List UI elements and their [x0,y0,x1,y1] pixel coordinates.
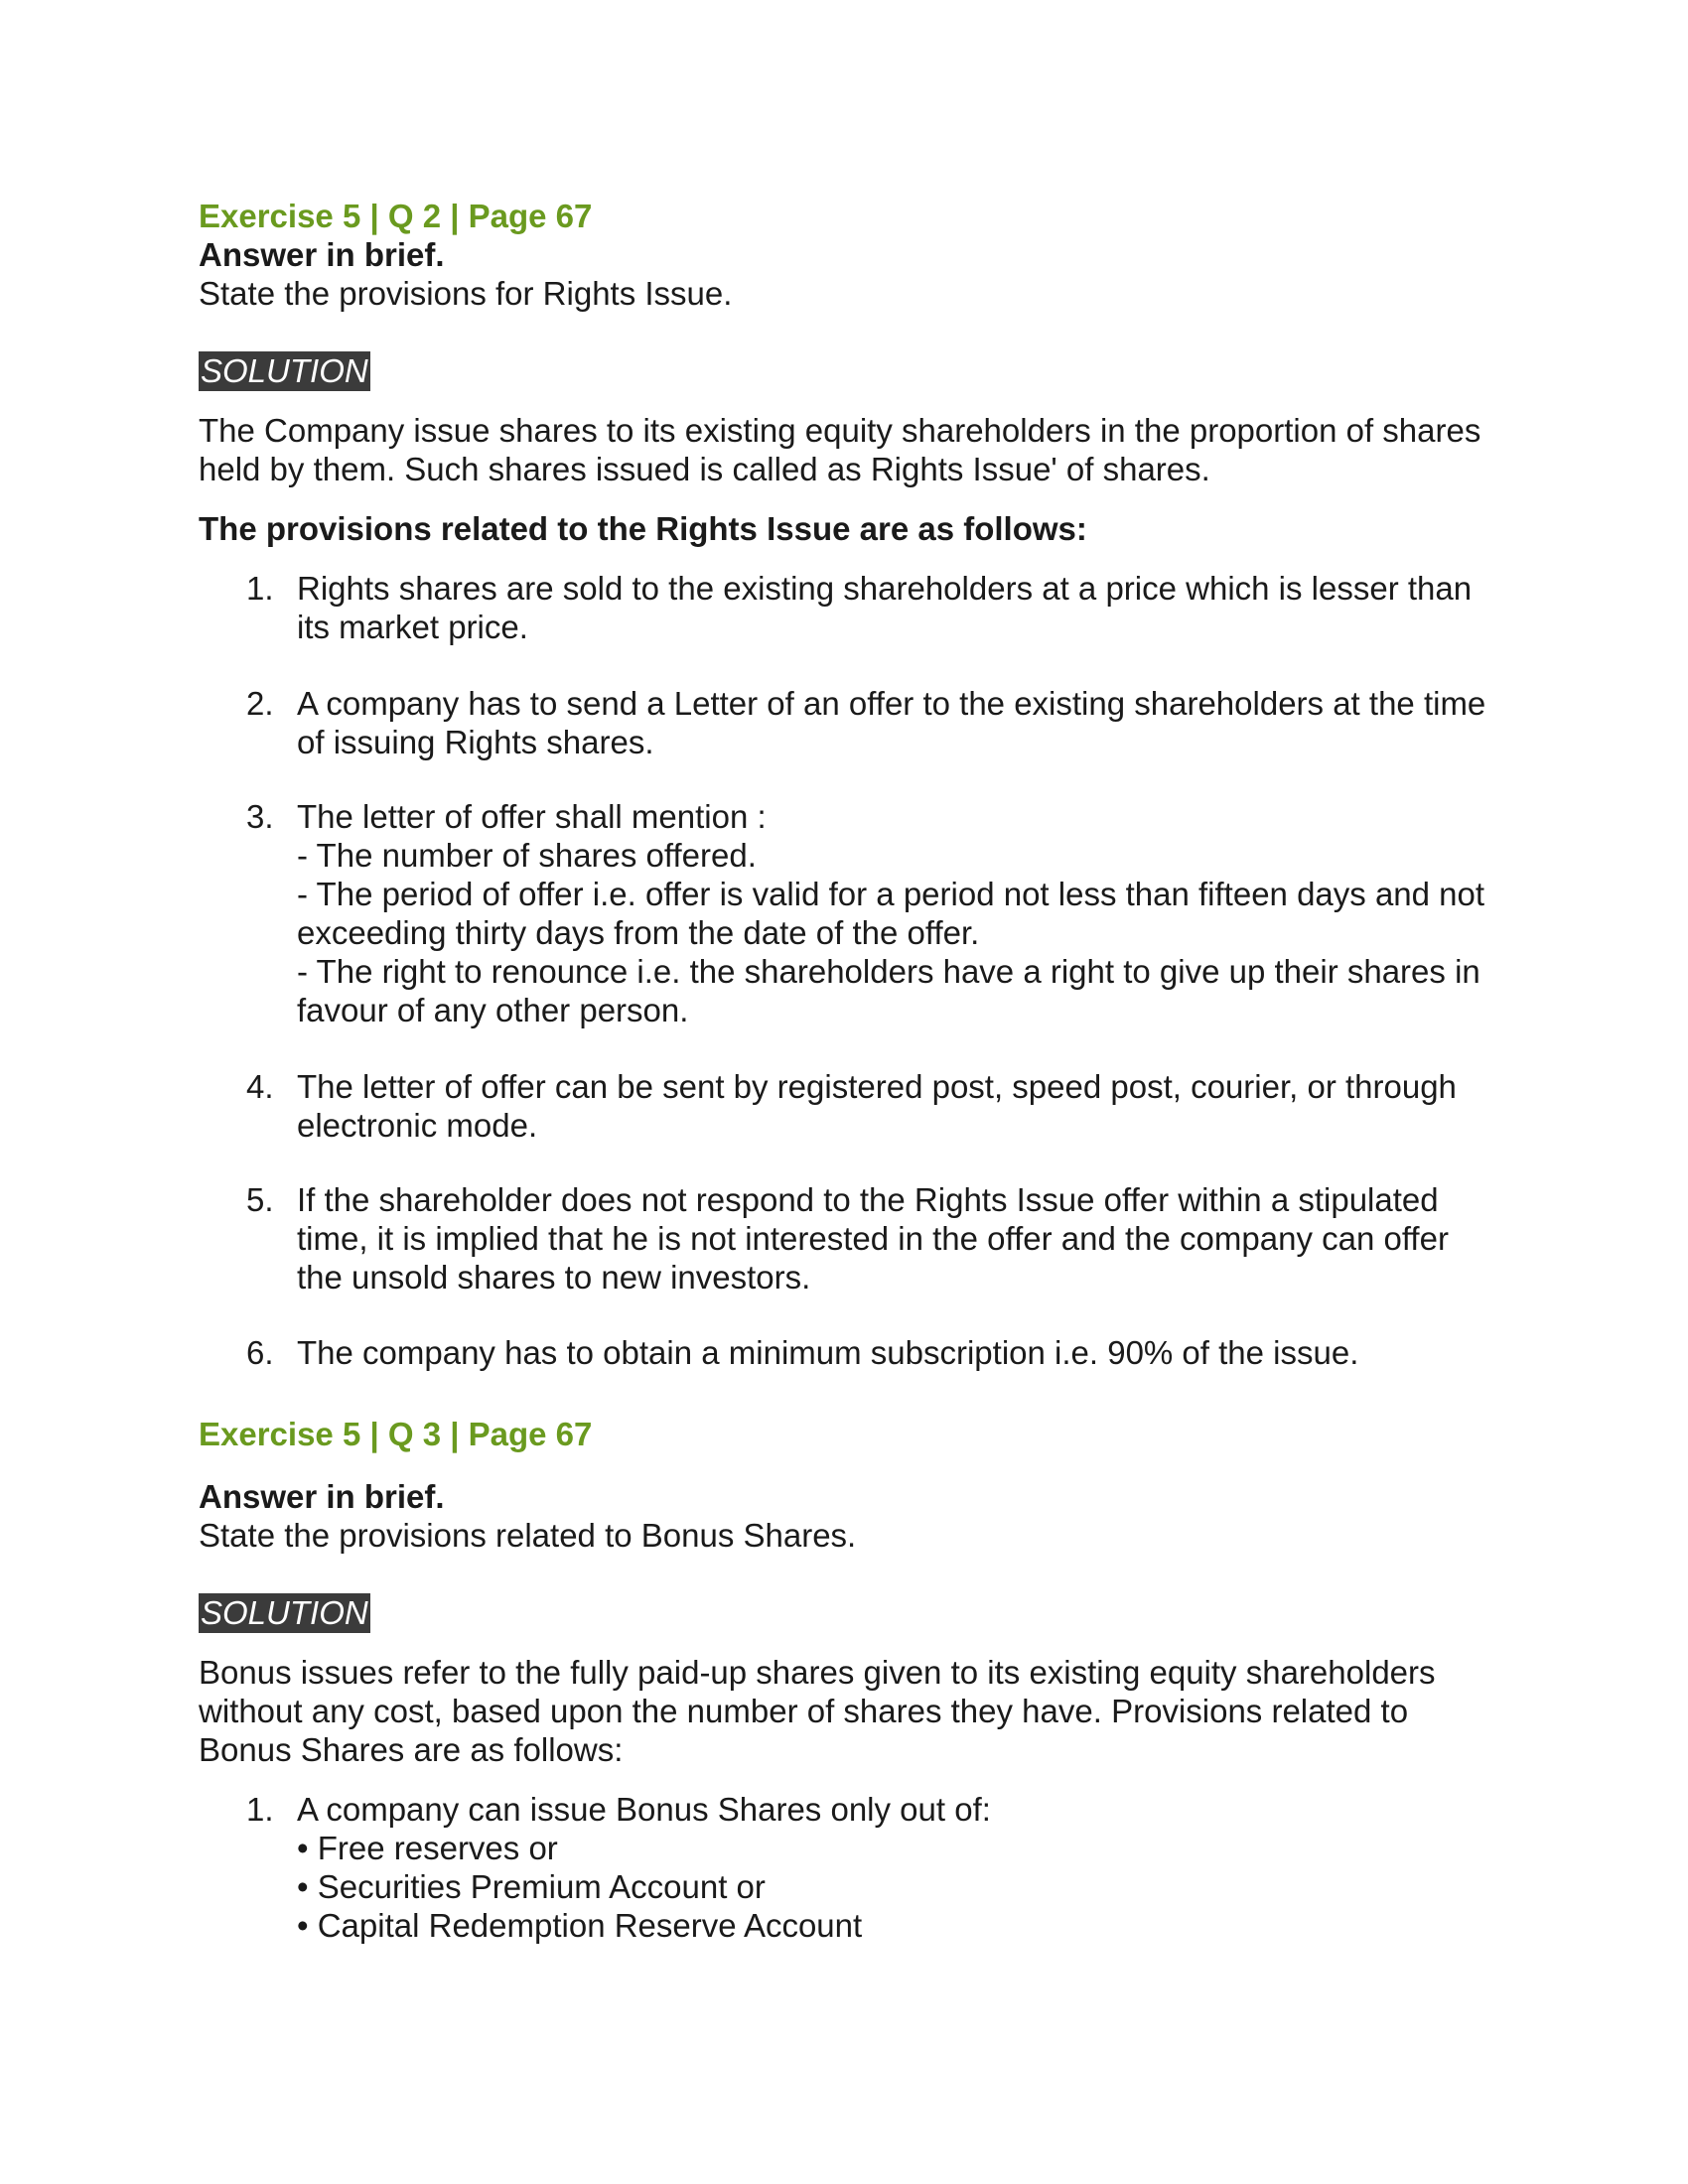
provisions-list [199,1790,1499,1945]
item-number: 6. [246,1334,274,1371]
item-text: The company has to obtain a minimum subscription i.e. 90% of the issue. [297,1334,1359,1371]
item-text: The letter of offer shall mention : [297,798,767,835]
exercise-heading: Exercise 5 | Q 3 | Page 67 [199,1416,593,1452]
list-item [199,1067,1499,1145]
item-number: 5. [246,1181,274,1218]
exercise-section-q2 [199,197,1499,1372]
item-subpoint: - The number of shares offered. [297,837,757,874]
answer-label: Answer in brief. [199,1478,445,1515]
exercise-section-q3 [199,1415,1499,1945]
item-subpoint: • Free reserves or [297,1830,558,1866]
question-text: State the provisions for Rights Issue. [199,275,733,312]
answer-label: Answer in brief. [199,236,445,273]
list-item [199,1180,1499,1297]
list-item [199,1790,1499,1945]
list-item [199,1333,1499,1372]
exercise-heading: Exercise 5 | Q 2 | Page 67 [199,198,593,234]
item-text: A company has to send a Letter of an offer to the existing shareholders at the time of issuing Rights shares. [297,685,1486,760]
item-subpoint: - The period of offer i.e. offer is valid for a period not less than fifteen days and not exceeding thirty days from the date of the offer. [297,876,1485,951]
solution-badge: SOLUTION [201,352,368,389]
item-number: 3. [246,798,274,835]
list-item [199,569,1499,646]
item-text: A company can issue Bonus Shares only out of: [297,1791,991,1828]
solution-intro: The Company issue shares to its existing equity shareholders in the proportion of shares held by them. Such shares issued is called as Rights Issue' of shares. [199,412,1481,487]
list-item [199,797,1499,1029]
solution-badge: SOLUTION [201,1594,368,1631]
solution-intro: Bonus issues refer to the fully paid-up shares given to its existing equity shareholders without any cost, based upon the number of shares they have. Provisions related to Bonus Shares are as follows: [199,1654,1436,1768]
item-number: 1. [246,1791,274,1828]
provisions-list [199,569,1499,1372]
item-number: 4. [246,1068,274,1105]
item-text: Rights shares are sold to the existing shareholders at a price which is lesser than its market price. [297,570,1473,645]
item-subpoint: • Capital Redemption Reserve Account [297,1907,863,1944]
list-item [199,684,1499,761]
question-text: State the provisions related to Bonus Shares. [199,1517,857,1554]
item-text: The letter of offer can be sent by registered post, speed post, courier, or through electronic mode. [297,1068,1457,1144]
item-number: 2. [246,685,274,722]
item-subpoint: - The right to renounce i.e. the shareholders have a right to give up their shares in favour of any other person. [297,953,1480,1028]
provisions-heading: The provisions related to the Rights Issue are as follows: [199,510,1087,547]
item-number: 1. [246,570,274,607]
item-text: If the shareholder does not respond to the Rights Issue offer within a stipulated time, it is implied that he is not interested in the offer and the company can offer the unsold shares to new investors. [297,1181,1449,1296]
item-subpoint: • Securities Premium Account or [297,1868,766,1905]
